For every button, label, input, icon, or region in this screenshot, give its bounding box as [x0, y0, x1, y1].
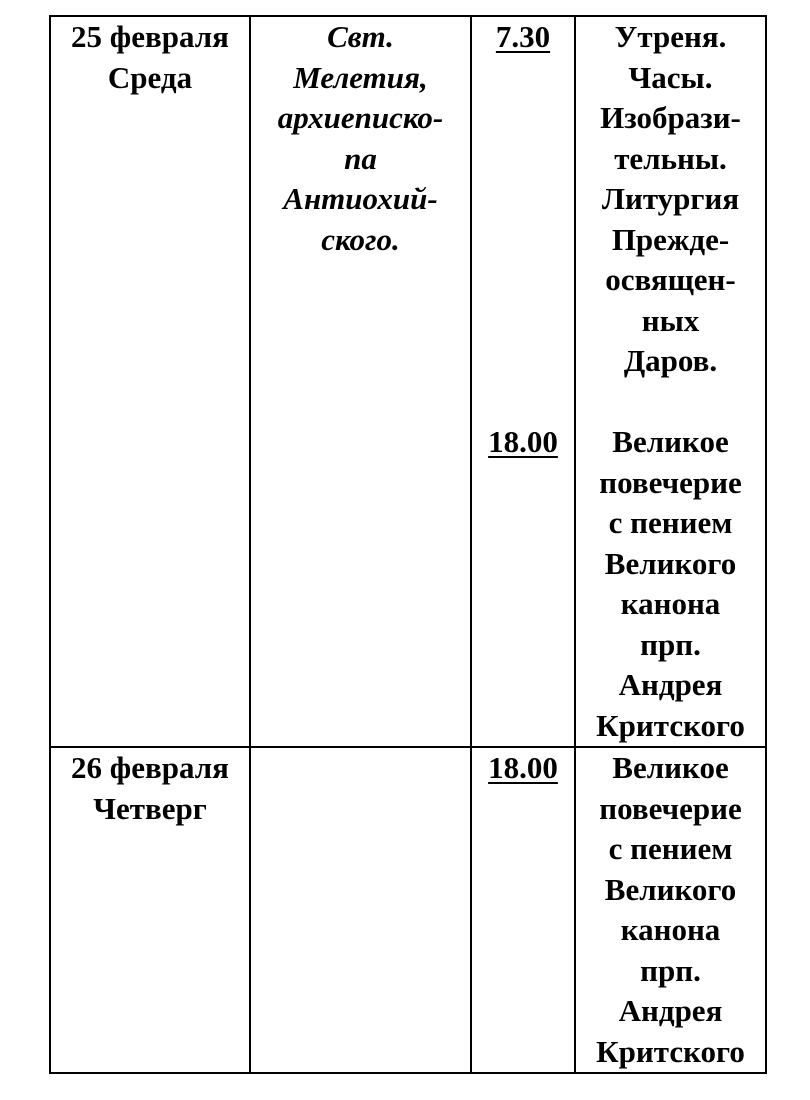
time-cell — [471, 16, 575, 747]
saint-line: Свт. — [327, 19, 394, 54]
service-line: с пением — [608, 831, 733, 866]
service-line: Великого — [604, 545, 737, 581]
service-line: Изобрази- — [600, 100, 741, 135]
service-line: Великое — [612, 424, 729, 459]
date-text: 26 февраля — [71, 750, 229, 785]
service-line: тельны. — [614, 140, 727, 176]
service-line: Утреня. — [614, 19, 727, 54]
service-cell — [575, 747, 766, 1073]
date-text: 25 февраля — [71, 19, 229, 54]
service-line: Часы. — [628, 59, 713, 95]
date-cell — [50, 747, 250, 1073]
table-row — [50, 16, 766, 747]
table-row — [50, 747, 766, 1073]
saint-line: па — [344, 140, 377, 176]
service-line: с пением — [608, 505, 733, 540]
saint-line: ского. — [321, 221, 400, 257]
service-line: Великого — [604, 871, 737, 907]
service-line: Критского — [596, 1033, 745, 1069]
service-cell — [575, 16, 766, 747]
weekday-text: Среда — [107, 59, 193, 95]
service-line: повечерие — [599, 464, 742, 500]
time-cell — [471, 747, 575, 1073]
service-line: освящен- — [605, 262, 736, 297]
service-time: 7.30 — [495, 19, 551, 54]
saint-line: Мелетия, — [293, 59, 428, 95]
service-line: прп. — [640, 952, 701, 988]
service-line: Прежде- — [611, 221, 730, 257]
schedule-table — [49, 15, 767, 1074]
date-cell — [50, 16, 250, 747]
service-line: Литургия — [601, 181, 740, 216]
saint-cell — [250, 747, 471, 1073]
service-line: канона — [620, 586, 721, 621]
saint-cell — [250, 16, 471, 747]
service-time: 18.00 — [488, 750, 558, 785]
service-line: канона — [620, 912, 721, 947]
saint-line: Антиохий- — [283, 181, 438, 216]
service-line: Критского — [596, 707, 745, 743]
service-line: повечерие — [599, 790, 742, 826]
service-line: Даров. — [623, 343, 718, 378]
service-line: Андрея — [618, 993, 723, 1028]
saint-line: архиеписко- — [277, 100, 444, 135]
service-line: Великое — [612, 750, 729, 785]
weekday-text: Четверг — [93, 790, 207, 826]
service-line: прп. — [640, 626, 701, 662]
service-line: Андрея — [618, 667, 723, 702]
service-time: 18.00 — [488, 424, 558, 459]
service-line: ных — [641, 302, 700, 338]
